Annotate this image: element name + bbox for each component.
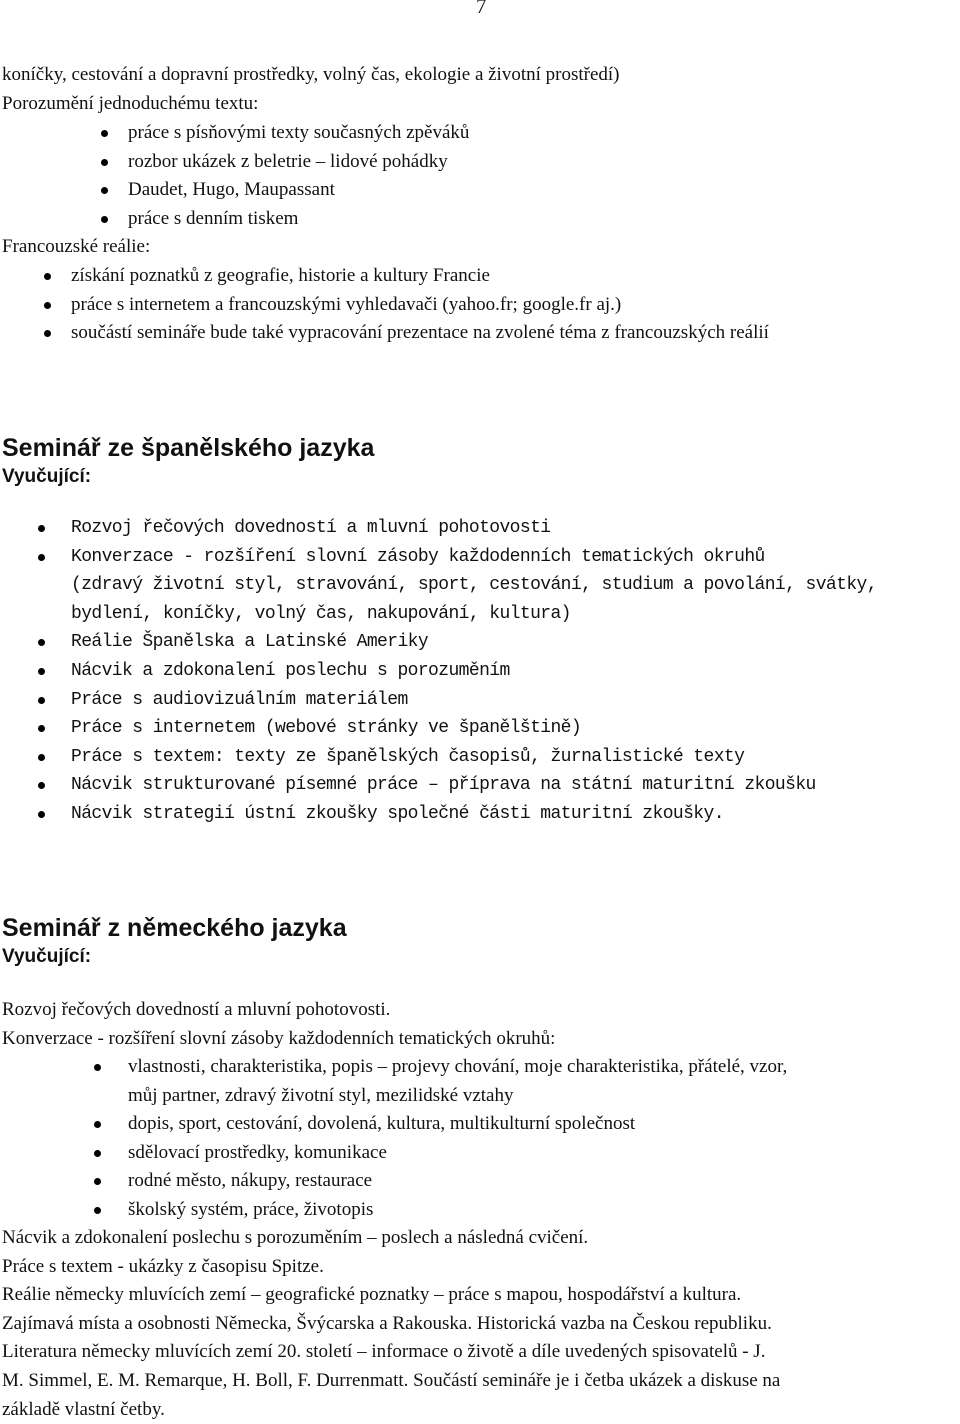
list-item: získání poznatků z geografie, historie a kultury Francie xyxy=(0,262,960,291)
bullet-icon xyxy=(94,1150,101,1157)
list-item: Reálie Španělska a Latinské Ameriky xyxy=(0,628,960,657)
list-item: Konverzace - rozšíření slovní zásoby každodenních tematických okruhů xyxy=(0,543,960,572)
bullet-icon xyxy=(38,782,45,789)
reading-heading: Porozumění jednoduchému textu: xyxy=(2,93,259,114)
paragraph-line: základě vlastní četby. xyxy=(2,1398,165,1420)
list-item: dopis, sport, cestování, dovolená, kultura, multikulturní společnost xyxy=(0,1110,960,1139)
bullet-icon xyxy=(44,302,51,309)
list-item: školský systém, práce, životopis xyxy=(0,1196,960,1225)
list-item: práce s písňovými texty současných zpěváků xyxy=(0,119,960,148)
bullet-icon xyxy=(38,639,45,646)
list-item: sdělovací prostředky, komunikace xyxy=(0,1139,960,1168)
paragraph-line: M. Simmel, E. M. Remarque, H. Boll, F. Durrenmatt. Součástí semináře je i četba ukázek a diskuse na xyxy=(2,1369,781,1391)
bullet-icon xyxy=(38,697,45,704)
spanish-seminar-title: Seminář ze španělského jazyka xyxy=(2,434,375,462)
bullet-icon xyxy=(94,1207,101,1214)
spanish-teacher-label: Vyučující: xyxy=(2,466,92,487)
paragraph-line: Reálie německy mluvících zemí – geografické poznatky – práce s mapou, hospodářství a kultura. xyxy=(2,1284,742,1306)
bullet-icon xyxy=(94,1178,101,1185)
list-item-continuation: bydlení, koníčky, volný čas, nakupování, kultura) xyxy=(71,603,571,624)
list-item: Práce s audiovizuálním materiálem xyxy=(0,686,960,715)
list-item: vlastnosti, charakteristika, popis – projevy chování, moje charakteristika, přátelé, vzor, xyxy=(0,1053,960,1082)
paragraph-line: Nácvik a zdokonalení poslechu s porozuměním – poslech a následná cvičení. xyxy=(2,1227,589,1248)
list-item-continuation: (zdravý životní styl, stravování, sport, cestování, studium a povolání, svátky, xyxy=(71,575,877,596)
list-item: Práce s internetem (webové stránky ve španělštině) xyxy=(0,714,960,743)
paragraph-line: Literatura německy mluvících zemí 20. století – informace o životě a díle uvedených spisovatelů - J. xyxy=(2,1341,766,1363)
list-item: Rozvoj řečových dovedností a mluvní pohotovosti xyxy=(0,514,960,543)
bullet-icon xyxy=(101,216,108,223)
bullet-icon xyxy=(44,330,51,337)
bullet-icon xyxy=(38,668,45,675)
list-item: práce s denním tiskem xyxy=(0,205,960,234)
german-topic-list xyxy=(0,1053,960,1225)
bullet-icon xyxy=(101,159,108,166)
list-item: rodné město, nákupy, restaurace xyxy=(0,1167,960,1196)
paragraph-line: Zajímavá místa a osobnosti Německa, Švýcarska a Rakouska. Historická vazba na Českou republiku. xyxy=(2,1312,772,1334)
bullet-icon xyxy=(38,554,45,561)
intro-line: koníčky, cestování a dopravní prostředky, volný čas, ekologie a životní prostředí) xyxy=(2,64,620,85)
german-teacher-label: Vyučující: xyxy=(2,946,92,967)
german-seminar-title: Seminář z německého jazyka xyxy=(2,914,347,942)
german-paragraph xyxy=(2,1224,956,1424)
list-item: rozbor ukázek z beletrie – lidové pohádky xyxy=(0,148,960,177)
realia-heading: Francouzské reálie: xyxy=(2,236,151,257)
realia-list xyxy=(0,262,960,348)
list-item: Práce s textem: texty ze španělských časopisů, žurnalistické texty xyxy=(0,743,960,772)
german-line-1: Rozvoj řečových dovedností a mluvní pohotovosti. xyxy=(2,999,391,1020)
bullet-icon xyxy=(38,811,45,818)
bullet-icon xyxy=(44,273,51,280)
bullet-icon xyxy=(38,754,45,761)
bullet-icon xyxy=(94,1064,101,1071)
bullet-icon xyxy=(94,1121,101,1128)
list-item: práce s internetem a francouzskými vyhledavači (yahoo.fr; google.fr aj.) xyxy=(0,291,960,320)
list-item-continuation: můj partner, zdravý životní styl, mezilidské vztahy xyxy=(128,1084,514,1106)
bullet-icon xyxy=(101,130,108,137)
bullet-icon xyxy=(38,525,45,532)
list-item: Nácvik strategií ústní zkoušky společné části maturitní zkoušky. xyxy=(0,800,960,829)
list-item: Nácvik strukturované písemné práce – příprava na státní maturitní zkoušku xyxy=(0,771,960,800)
spanish-topic-list xyxy=(0,514,960,829)
page-number: 7 xyxy=(476,0,487,18)
bullet-icon xyxy=(101,187,108,194)
bullet-icon xyxy=(38,725,45,732)
german-line-2: Konverzace - rozšíření slovní zásoby každodenních tematických okruhů: xyxy=(2,1028,556,1049)
paragraph-line: Práce s textem - ukázky z časopisu Spitze. xyxy=(2,1255,324,1277)
list-item: Nácvik a zdokonalení poslechu s porozuměním xyxy=(0,657,960,686)
list-item: Daudet, Hugo, Maupassant xyxy=(0,176,960,205)
reading-list xyxy=(0,119,960,233)
list-item: součástí semináře bude také vypracování prezentace na zvolené téma z francouzských reálií xyxy=(0,319,960,348)
